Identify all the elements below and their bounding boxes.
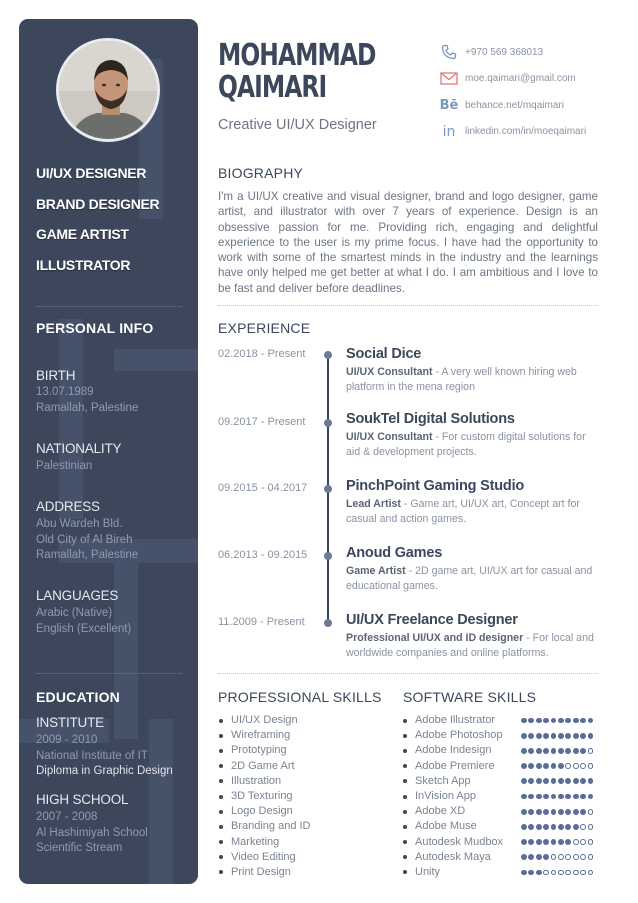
bullet-dot bbox=[403, 764, 407, 768]
skill-rating bbox=[521, 748, 593, 754]
bullet-dot bbox=[219, 764, 223, 768]
rating-dot-empty bbox=[573, 854, 579, 860]
rating-dot-empty bbox=[588, 763, 594, 769]
rating-dot-filled bbox=[558, 748, 564, 754]
rating-dot-filled bbox=[580, 794, 586, 800]
language-item: Arabic (Native) bbox=[36, 607, 113, 619]
skill-name: Marketing bbox=[231, 835, 280, 848]
experience-description bbox=[346, 497, 596, 527]
rating-dot-filled bbox=[573, 748, 579, 754]
nationality-label: NATIONALITY bbox=[36, 441, 122, 456]
experience-date: 06.2013 - 09.2015 bbox=[218, 549, 308, 561]
experience-company: Anoud Games bbox=[346, 545, 443, 561]
software-skills-title: SOFTWARE SKILLS bbox=[403, 689, 537, 705]
contact-text: moe.qaimari@gmail.com bbox=[465, 73, 576, 85]
rating-dot-filled bbox=[543, 854, 549, 860]
professional-skill-item bbox=[219, 819, 311, 834]
institute-label: INSTITUTE bbox=[36, 715, 104, 730]
rating-dot-filled bbox=[580, 733, 586, 739]
rating-dot-empty bbox=[580, 870, 586, 876]
rating-dot-filled bbox=[573, 733, 579, 739]
behance-icon: Bē bbox=[439, 97, 459, 113]
skill-rating bbox=[521, 854, 593, 860]
rating-dot-filled bbox=[536, 733, 542, 739]
address-line: Old City of Al Bireh bbox=[36, 533, 133, 546]
rating-dot-filled bbox=[551, 824, 557, 830]
rating-dot-filled bbox=[558, 733, 564, 739]
role-item: GAME ARTIST bbox=[36, 226, 129, 242]
experience-date: 02.2018 - Present bbox=[218, 348, 306, 360]
professional-skill-item bbox=[219, 713, 311, 728]
rating-dot-filled bbox=[536, 854, 542, 860]
rating-dot-filled bbox=[558, 839, 564, 845]
rating-dot-filled bbox=[543, 794, 549, 800]
institute-name: National Institute of IT bbox=[36, 749, 148, 762]
rating-dot-filled bbox=[573, 794, 579, 800]
experience-description bbox=[346, 430, 596, 460]
rating-dot-filled bbox=[536, 794, 542, 800]
languages-block bbox=[36, 588, 191, 637]
rating-dot-empty bbox=[588, 870, 594, 876]
rating-dot-filled bbox=[536, 763, 542, 769]
contact-phone[interactable] bbox=[439, 39, 586, 66]
rating-dot-filled bbox=[551, 809, 557, 815]
skill-name: Adobe Photoshop bbox=[415, 729, 503, 742]
experience-description bbox=[346, 631, 596, 661]
address-line: Ramallah, Palestine bbox=[36, 549, 139, 561]
rating-dot-filled bbox=[588, 733, 594, 739]
skill-name: Prototyping bbox=[231, 744, 287, 757]
rating-dot-filled bbox=[543, 763, 549, 769]
section-divider bbox=[218, 305, 598, 306]
skill-rating bbox=[521, 718, 593, 724]
bullet-dot bbox=[403, 719, 407, 723]
rating-dot-filled bbox=[521, 809, 527, 815]
skill-rating bbox=[521, 763, 593, 769]
rating-dot-empty bbox=[588, 854, 594, 860]
language-item: English (Excellent) bbox=[36, 622, 132, 635]
rating-dot-filled bbox=[528, 763, 534, 769]
software-skill-item bbox=[403, 759, 593, 774]
rating-dot-empty bbox=[558, 854, 564, 860]
experience-company: SoukTel Digital Solutions bbox=[346, 411, 515, 427]
skill-rating bbox=[521, 870, 593, 876]
skill-name: 3D Texturing bbox=[231, 789, 293, 802]
biography-text: I'm a UI/UX creative and visual designer, brand and logo designer, game artist, and illustrator with over 7 years of experience. Design is an obsessive passion for me. Providing rich, engaging and delightful experience to the user is my prime focus. I have had the opportunity to work with some of the smartest minds in the industry and the learnings have only helped me get better at what I do. I am ambitious and I love to be fast and deliver before deadlines. bbox=[218, 190, 598, 295]
rating-dot-empty bbox=[580, 763, 586, 769]
professional-skill-item bbox=[219, 865, 311, 880]
timeline-dot bbox=[324, 351, 332, 359]
experience-item bbox=[346, 545, 596, 594]
personal-info-section bbox=[36, 320, 191, 336]
professional-skill-item bbox=[219, 743, 311, 758]
rating-dot-filled bbox=[528, 794, 534, 800]
experience-item bbox=[346, 612, 596, 661]
rating-dot-filled bbox=[528, 870, 534, 876]
skill-name: Sketch App bbox=[415, 774, 471, 787]
role-item: UI/UX DESIGNER bbox=[36, 165, 147, 181]
roles-list bbox=[36, 164, 159, 286]
experience-detail: - A very well known hiring web platform in the mena region bbox=[346, 366, 577, 393]
skill-name: Adobe Illustrator bbox=[415, 714, 496, 726]
bullet-dot bbox=[219, 810, 223, 814]
skill-name: Illustration bbox=[231, 774, 282, 787]
rating-dot-filled bbox=[573, 809, 579, 815]
rating-dot-empty bbox=[558, 870, 564, 876]
rating-dot-empty bbox=[580, 824, 586, 830]
rating-dot-filled bbox=[558, 824, 564, 830]
education-section bbox=[36, 689, 191, 705]
bullet-dot bbox=[403, 870, 407, 874]
rating-dot-filled bbox=[528, 809, 534, 815]
rating-dot-filled bbox=[521, 870, 527, 876]
skill-rating bbox=[521, 733, 593, 739]
experience-date: 09.2017 - Present bbox=[218, 416, 306, 428]
skill-name: Adobe XD bbox=[415, 805, 466, 818]
rating-dot-filled bbox=[543, 748, 549, 754]
skill-name: Autodesk Maya bbox=[415, 850, 491, 863]
address-label: ADDRESS bbox=[36, 499, 100, 514]
rating-dot-filled bbox=[573, 824, 579, 830]
bullet-dot bbox=[403, 825, 407, 829]
skill-rating bbox=[521, 778, 593, 784]
phone-icon bbox=[439, 44, 459, 60]
rating-dot-filled bbox=[536, 824, 542, 830]
software-skill-item bbox=[403, 835, 593, 850]
rating-dot-empty bbox=[588, 748, 594, 754]
rating-dot-empty bbox=[543, 870, 549, 876]
software-skill-item bbox=[403, 713, 593, 728]
skill-name: Autodesk Mudbox bbox=[415, 835, 504, 848]
birth-block bbox=[36, 368, 191, 416]
rating-dot-filled bbox=[573, 778, 579, 784]
experience-item bbox=[346, 346, 596, 395]
rating-dot-empty bbox=[573, 870, 579, 876]
institute-years: 2009 - 2010 bbox=[36, 734, 98, 746]
nationality-block bbox=[36, 441, 191, 475]
rating-dot-filled bbox=[536, 718, 542, 724]
professional-skill-item bbox=[219, 774, 311, 789]
rating-dot-filled bbox=[580, 809, 586, 815]
bullet-dot bbox=[219, 734, 223, 738]
skill-name: InVision App bbox=[415, 789, 476, 802]
experience-role: Game Artist bbox=[346, 565, 406, 577]
timeline-dot bbox=[324, 485, 332, 493]
contact-linkedin[interactable] bbox=[439, 119, 586, 146]
rating-dot-empty bbox=[588, 809, 594, 815]
section-divider bbox=[218, 673, 598, 674]
rating-dot-filled bbox=[580, 778, 586, 784]
bullet-dot bbox=[403, 810, 407, 814]
experience-role: Lead Artist bbox=[346, 498, 401, 510]
rating-dot-filled bbox=[565, 809, 571, 815]
rating-dot-filled bbox=[521, 778, 527, 784]
software-skill-item bbox=[403, 865, 593, 880]
rating-dot-filled bbox=[565, 824, 571, 830]
high-school-block bbox=[36, 792, 191, 857]
experience-item bbox=[346, 411, 596, 460]
rating-dot-filled bbox=[551, 778, 557, 784]
skill-rating bbox=[521, 809, 593, 815]
contact-text: linkedin.com/in/moeqaimari bbox=[465, 126, 587, 138]
rating-dot-filled bbox=[551, 794, 557, 800]
skill-name: Branding and ID bbox=[231, 820, 311, 833]
bullet-dot bbox=[219, 779, 223, 783]
software-skill-item bbox=[403, 850, 593, 865]
experience-detail: - For local and worldwide companies and online platforms. bbox=[346, 632, 594, 659]
rating-dot-filled bbox=[521, 794, 527, 800]
institute-block bbox=[36, 715, 191, 780]
bullet-dot bbox=[219, 749, 223, 753]
rating-dot-empty bbox=[573, 839, 579, 845]
experience-date: 09.2015 - 04.2017 bbox=[218, 482, 308, 494]
professional-skills-title: PROFESSIONAL SKILLS bbox=[218, 689, 382, 705]
rating-dot-filled bbox=[521, 854, 527, 860]
bullet-dot bbox=[219, 795, 223, 799]
role-item: ILLUSTRATOR bbox=[36, 256, 131, 273]
software-skill-item bbox=[403, 774, 593, 789]
nationality-value: Palestinian bbox=[36, 460, 93, 472]
timeline-dot bbox=[324, 552, 332, 560]
professional-skill-item bbox=[219, 835, 311, 850]
professional-skill-item bbox=[219, 789, 311, 804]
birth-date: 13.07.1989 bbox=[36, 386, 94, 398]
rating-dot-filled bbox=[558, 794, 564, 800]
skill-name: Video Editing bbox=[231, 850, 296, 863]
experience-company: PinchPoint Gaming Studio bbox=[346, 478, 525, 494]
experience-detail: - 2D game art, UI/UX art for casual and educational games. bbox=[346, 565, 593, 592]
rating-dot-filled bbox=[521, 824, 527, 830]
bullet-dot bbox=[219, 840, 223, 844]
professional-skill-item bbox=[219, 759, 311, 774]
rating-dot-filled bbox=[558, 778, 564, 784]
experience-title: EXPERIENCE bbox=[218, 320, 311, 336]
rating-dot-filled bbox=[536, 778, 542, 784]
contact-text: +970 569 368013 bbox=[465, 46, 544, 58]
experience-company: UI/UX Freelance Designer bbox=[346, 612, 518, 628]
experience-date: 11.2009 - Present bbox=[218, 616, 305, 628]
rating-dot-filled bbox=[565, 839, 571, 845]
rating-dot-filled bbox=[580, 718, 586, 724]
languages-label: LANGUAGES bbox=[36, 588, 119, 603]
rating-dot-filled bbox=[551, 839, 557, 845]
bullet-dot bbox=[219, 855, 223, 859]
rating-dot-filled bbox=[543, 809, 549, 815]
rating-dot-filled bbox=[521, 748, 527, 754]
job-subtitle: Creative UI/UX Designer bbox=[218, 117, 377, 133]
experience-description bbox=[346, 564, 596, 594]
skill-name: Wireframing bbox=[231, 729, 291, 742]
software-skill-item bbox=[403, 804, 593, 819]
professional-skills-list bbox=[219, 713, 311, 880]
linkedin-icon: in bbox=[442, 123, 456, 140]
software-skill-item bbox=[403, 819, 593, 834]
envelope-icon bbox=[439, 71, 459, 87]
bullet-dot bbox=[403, 749, 407, 753]
rating-dot-filled bbox=[521, 733, 527, 739]
address-block bbox=[36, 499, 191, 564]
contact-text: behance.net/mqaimari bbox=[465, 99, 564, 111]
rating-dot-filled bbox=[558, 763, 564, 769]
rating-dot-filled bbox=[580, 748, 586, 754]
rating-dot-filled bbox=[565, 733, 571, 739]
skill-name: Adobe Muse bbox=[415, 820, 477, 833]
skill-rating bbox=[521, 839, 593, 845]
rating-dot-filled bbox=[558, 718, 564, 724]
experience-detail: - For custom digital solutions for aid & development projects. bbox=[346, 431, 586, 458]
institute-degree: Diploma in Graphic Design bbox=[36, 765, 173, 777]
bullet-dot bbox=[219, 825, 223, 829]
skill-name: Adobe Indesign bbox=[415, 744, 492, 757]
avatar bbox=[56, 38, 160, 142]
rating-dot-filled bbox=[528, 824, 534, 830]
experience-company: Social Dice bbox=[346, 346, 422, 362]
rating-dot-empty bbox=[551, 854, 557, 860]
rating-dot-filled bbox=[528, 733, 534, 739]
sidebar bbox=[19, 19, 198, 884]
sidebar-divider bbox=[36, 673, 182, 674]
rating-dot-filled bbox=[573, 718, 579, 724]
experience-role: Professional UI/UX and ID designer bbox=[346, 632, 524, 644]
bullet-dot bbox=[403, 734, 407, 738]
bullet-dot bbox=[403, 840, 407, 844]
contact-list bbox=[439, 39, 586, 145]
software-skills-list bbox=[403, 713, 593, 880]
experience-item bbox=[346, 478, 596, 527]
rating-dot-filled bbox=[551, 763, 557, 769]
birth-label: BIRTH bbox=[36, 368, 76, 383]
bullet-dot bbox=[219, 719, 223, 723]
rating-dot-empty bbox=[565, 854, 571, 860]
rating-dot-filled bbox=[521, 718, 527, 724]
rating-dot-filled bbox=[565, 718, 571, 724]
rating-dot-filled bbox=[543, 778, 549, 784]
sidebar-divider bbox=[36, 306, 182, 307]
rating-dot-empty bbox=[565, 870, 571, 876]
rating-dot-filled bbox=[565, 748, 571, 754]
bullet-dot bbox=[403, 779, 407, 783]
rating-dot-filled bbox=[536, 870, 542, 876]
rating-dot-filled bbox=[528, 778, 534, 784]
rating-dot-empty bbox=[573, 763, 579, 769]
skill-name: Adobe Premiere bbox=[415, 759, 495, 772]
rating-dot-filled bbox=[588, 778, 594, 784]
rating-dot-filled bbox=[551, 748, 557, 754]
software-skill-item bbox=[403, 728, 593, 743]
personal-info-title: PERSONAL INFO bbox=[36, 320, 154, 336]
timeline-dot bbox=[324, 619, 332, 627]
full-name bbox=[218, 40, 390, 104]
timeline-dot bbox=[324, 419, 332, 427]
rating-dot-filled bbox=[521, 763, 527, 769]
bullet-dot bbox=[219, 870, 223, 874]
rating-dot-filled bbox=[528, 854, 534, 860]
decorative-shape bbox=[59, 319, 83, 519]
rating-dot-filled bbox=[543, 718, 549, 724]
rating-dot-filled bbox=[536, 839, 542, 845]
rating-dot-filled bbox=[536, 809, 542, 815]
rating-dot-filled bbox=[528, 839, 534, 845]
rating-dot-empty bbox=[551, 870, 557, 876]
experience-description bbox=[346, 365, 596, 395]
birth-place: Ramallah, Palestine bbox=[36, 401, 139, 414]
rating-dot-filled bbox=[543, 839, 549, 845]
skill-name: UI/UX Design bbox=[231, 714, 298, 726]
rating-dot-filled bbox=[536, 748, 542, 754]
skill-rating bbox=[521, 824, 593, 830]
name-line: MOHAMMAD bbox=[218, 38, 376, 73]
experience-detail: - Game art, UI/UX art, Concept art for casual and action games. bbox=[346, 498, 580, 525]
high-school-name: Al Hashimiyah School bbox=[36, 826, 148, 839]
rating-dot-filled bbox=[588, 718, 594, 724]
rating-dot-filled bbox=[543, 733, 549, 739]
contact-email[interactable] bbox=[439, 66, 586, 93]
education-title: EDUCATION bbox=[36, 689, 120, 705]
bullet-dot bbox=[403, 795, 407, 799]
rating-dot-empty bbox=[588, 824, 594, 830]
skill-name: Unity bbox=[415, 865, 441, 878]
rating-dot-filled bbox=[551, 733, 557, 739]
rating-dot-filled bbox=[565, 794, 571, 800]
professional-skill-item bbox=[219, 728, 311, 743]
high-school-label: HIGH SCHOOL bbox=[36, 792, 129, 807]
bullet-dot bbox=[403, 855, 407, 859]
high-school-stream: Scientific Stream bbox=[36, 842, 123, 854]
rating-dot-filled bbox=[528, 748, 534, 754]
rating-dot-filled bbox=[558, 809, 564, 815]
decorative-shape bbox=[114, 539, 138, 739]
skill-name: Logo Design bbox=[231, 805, 293, 818]
software-skill-item bbox=[403, 743, 593, 758]
professional-skill-item bbox=[219, 850, 311, 865]
rating-dot-filled bbox=[543, 824, 549, 830]
skill-rating bbox=[521, 794, 593, 800]
rating-dot-filled bbox=[528, 718, 534, 724]
software-skill-item bbox=[403, 789, 593, 804]
name-line: QAIMARI bbox=[218, 70, 327, 105]
high-school-years: 2007 - 2008 bbox=[36, 811, 98, 823]
rating-dot-empty bbox=[588, 839, 594, 845]
rating-dot-empty bbox=[580, 839, 586, 845]
rating-dot-empty bbox=[580, 854, 586, 860]
biography-title: BIOGRAPHY bbox=[218, 165, 304, 181]
skill-name: 2D Game Art bbox=[231, 759, 295, 772]
contact-behance[interactable] bbox=[439, 92, 586, 119]
rating-dot-filled bbox=[551, 718, 557, 724]
address-line: Abu Wardeh Bld. bbox=[36, 518, 123, 530]
role-item: BRAND DESIGNER bbox=[36, 195, 160, 212]
skill-name: Print Design bbox=[231, 865, 291, 878]
professional-skill-item bbox=[219, 804, 311, 819]
rating-dot-filled bbox=[565, 778, 571, 784]
experience-role: UI/UX Consultant bbox=[346, 431, 433, 443]
experience-role: UI/UX Consultant bbox=[346, 366, 433, 378]
rating-dot-filled bbox=[588, 794, 594, 800]
rating-dot-empty bbox=[565, 763, 571, 769]
rating-dot-filled bbox=[521, 839, 527, 845]
